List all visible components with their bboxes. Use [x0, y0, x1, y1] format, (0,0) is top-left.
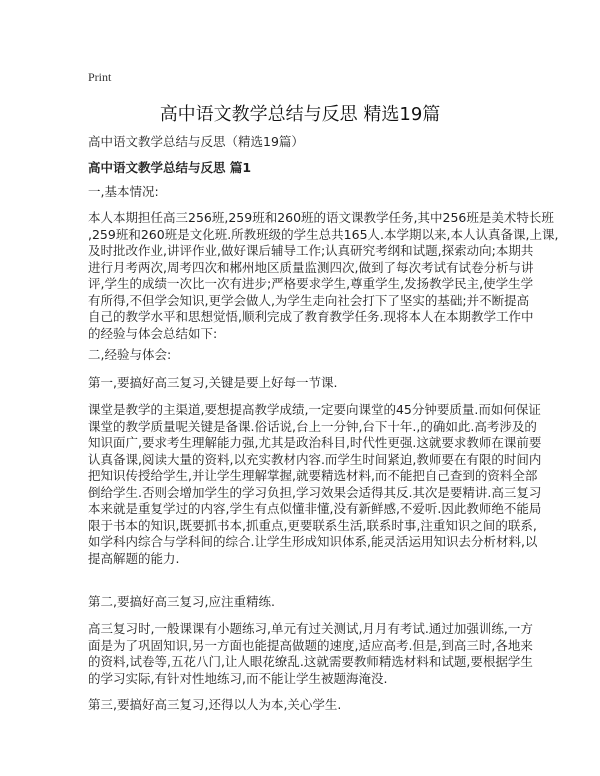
text-line: 有所得,不但学会知识,更学会做人,为学生走向社会打下了坚实的基础;并不断提高	[88, 292, 530, 308]
text-line: 评,学生的成绩一次比一次有进步;严格要求学生,尊重学生,发扬教学民主,使学生学	[88, 276, 534, 291]
text-line: 的学习实际,有针对性地练习,而不能让学生被题海淹没.	[88, 670, 388, 686]
point-one: 第一,要搞好高三复习,关键是要上好每一节课.	[88, 375, 338, 390]
paragraph-point-one	[88, 402, 542, 567]
text-line: 面是为了巩固知识,另一方面也能提高做题的速度,适应高考.但是,到高三时,各地来	[88, 637, 533, 653]
text-line: 自己的教学水平和思想觉悟,顺利完成了教育教学任务.现将本人在本期教学工作中	[88, 309, 534, 324]
text-line: 限于书本的知识,既要抓书本,抓重点,更要联系生活,联系时事,注重知识之间的联系,	[88, 517, 537, 533]
subtitle: 高中语文教学总结与反思（精选19篇）	[88, 134, 304, 149]
text-line: 提高解题的能力.	[88, 550, 180, 566]
text-line: 课堂的教学质量呢关键是备课.俗话说,台上一分钟,台下十年.,的确如此.高考涉及的	[88, 418, 537, 434]
text-line: 课堂是教学的主渠道,要想提高教学成绩,一定要向课堂的45分钟要质量.而如何保证	[88, 402, 541, 417]
text-line: 把知识传授给学生,并让学生理解掌握,就要精选材料,而不能把自己查到的资料全部	[88, 468, 538, 483]
page-title: 高中语文教学总结与反思 精选19篇	[159, 104, 441, 125]
text-line: 倒给学生.否则会增加学生的学习负担,学习效果会适得其反.其次是要精讲.高三复习	[88, 484, 542, 500]
section-basic-title: 一,基本情况:	[88, 184, 159, 199]
text-line: 知识面广,要求考生理解能力强,尤其是政治科目,时代性更强.这就要求教师在课前要	[88, 435, 542, 450]
text-line: 本人本期担任高三256班,259班和260班的语文课教学任务,其中256班是美术特长班	[88, 210, 554, 225]
text-line: 进行月考两次,周考四次和郴州地区质量监测四次,做到了每次考试有试卷分析与讲	[88, 259, 534, 275]
text-line: 本来就是重复学过的内容,学生有点似懂非懂,没有新鲜感,不爱听.因此教师绝不能局	[88, 501, 542, 516]
text-line: 如学科内综合与学科间的综合.让学生形成知识体系,能灵活运用知识去分析材料,以	[88, 534, 538, 549]
section-experience-title: 二,经验与体会:	[88, 347, 172, 362]
text-line: 的资料,试卷等,五花八门,让人眼花缭乱.这就需要教师精选材料和试题,要根据学生	[88, 654, 533, 669]
text-line: 认真备课,阅读大量的资料,以充实教材内容.而学生时间紧迫,教师要在有限的时间内	[88, 451, 542, 467]
point-three: 第三,要搞好高三复习,还得以人为本,关心学生.	[88, 697, 342, 712]
point-two: 第二,要搞好高三复习,应注重精练.	[88, 594, 275, 609]
paragraph-point-two	[88, 621, 533, 687]
text-line: 及时批改作业,讲评作业,做好课后辅导工作;认真研究考纲和试题,探索动向;本期共	[88, 243, 534, 258]
text-line: ,259班和260班是文化班.所教班级的学生总共165人.本学期以来,本人认真备课,上课,	[88, 226, 559, 242]
section-heading: 高中语文教学总结与反思 篇1	[88, 160, 252, 175]
paragraph-basic	[88, 210, 559, 342]
text-line: 高三复习时,一般课课有小题练习,单元有过关测试,月月有考试.通过加强训练,一方	[88, 621, 533, 636]
text-line: 的经验与体会总结如下:	[88, 325, 218, 341]
print-link[interactable]: Print	[88, 70, 112, 84]
